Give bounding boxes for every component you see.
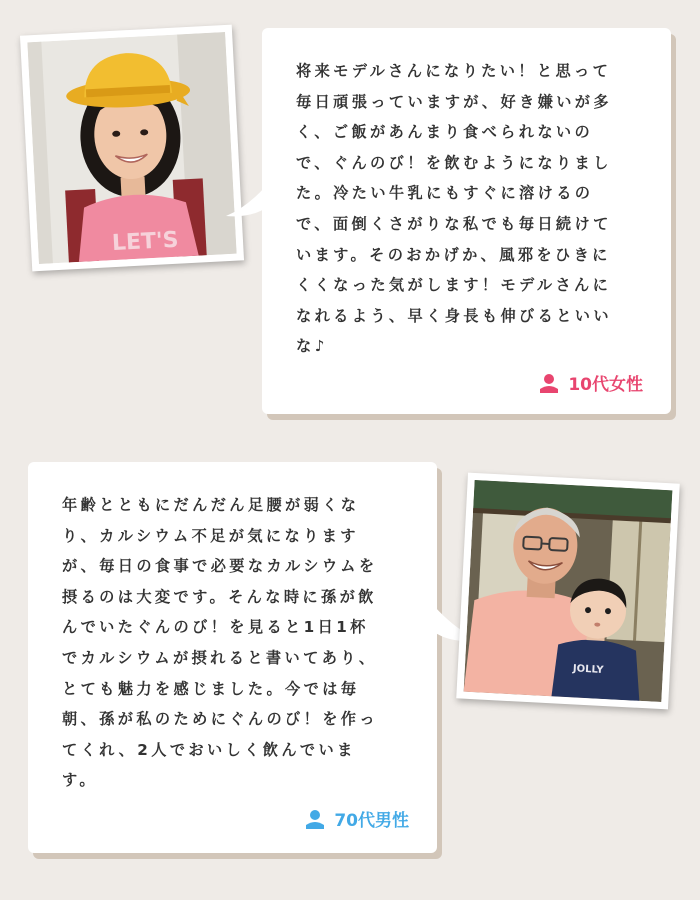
testimonial-card: [262, 28, 671, 414]
testimonial-card: [28, 462, 437, 853]
person-icon: [539, 373, 559, 393]
testimonial-photo-girl: [20, 25, 244, 272]
testimonial-author: [539, 370, 643, 395]
speech-bubble-tail-icon: [226, 178, 266, 224]
author-label: 70代男性: [334, 811, 409, 831]
testimonial-text: 将来モデルさんになりたい！と思って 毎日頑張っていますが、好き嫌いが多 く、ご飯があんまり食べられないの で、ぐんのび！を飲むようになりまし た。冷たい牛乳にもすぐに溶けるの で、面倒くさがりな私でも毎日続けて います。そのおかげか、風邪をひきに くくなった気がします！モデルさんに なれるよう、早く身長も伸びるといい な♪: [296, 62, 612, 356]
author-label: 10代女性: [568, 375, 643, 395]
testimonial-photo-grandfather: [456, 473, 680, 710]
svg-text:LET'S: LET'S: [111, 227, 180, 257]
testimonial-author: [305, 806, 409, 831]
grandfather-and-grandchild-photo-icon: [464, 480, 673, 702]
person-icon: [305, 809, 325, 829]
svg-text:JOLLY: JOLLY: [572, 663, 604, 676]
girl-photo-icon: [27, 32, 236, 264]
testimonial-text: 年齢とともにだんだん足腰が弱くな り、カルシウム不足が気になります が、毎日の食事で必要なカルシウムを 摂るのは大変です。そんな時に孫が飲 んでいたぐんのび！を見ると1日1杯 でカルシウムが摂れると書いてあり、 とても魅力を感じました。今では毎 朝、孫が私のためにぐんのび！を作っ てくれ、2人でおいしく飲んでいま す。: [62, 496, 378, 790]
